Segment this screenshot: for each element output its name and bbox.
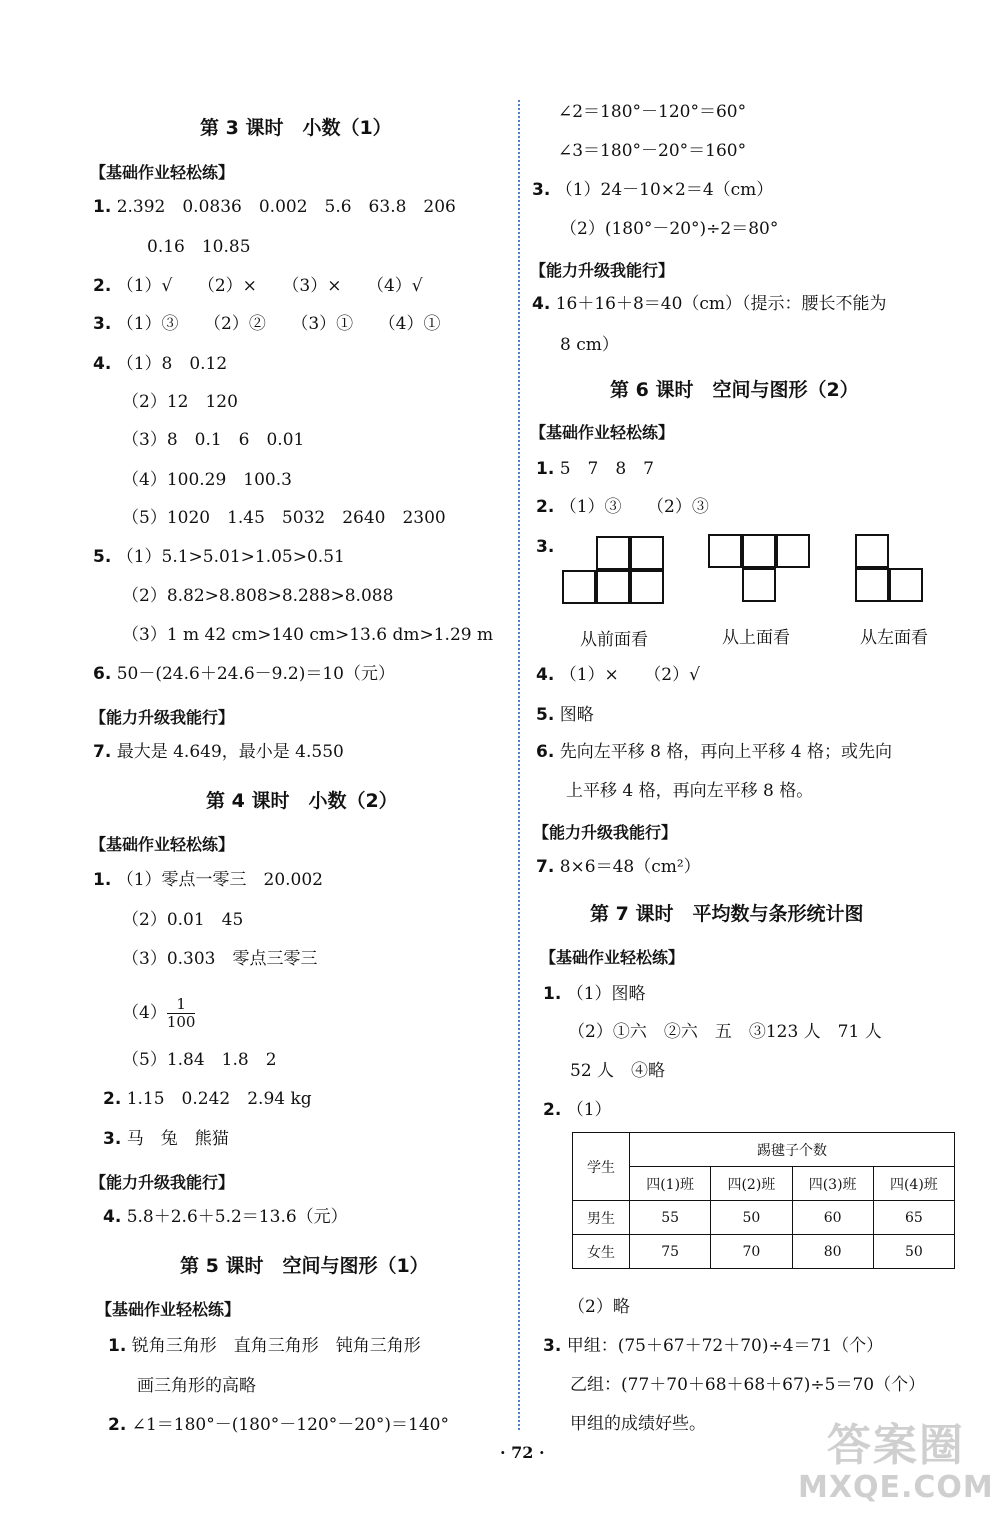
table-cell: 80 [792, 1235, 873, 1269]
q-number: 3. [532, 180, 551, 200]
answer-text: 锐角三角形 直角三角形 钝角三角形 [131, 1336, 421, 1356]
q-number: 1. [93, 197, 112, 217]
l5-q1-line2: 画三角形的高略 [137, 1376, 256, 1396]
fraction-denominator: 100 [166, 1013, 196, 1031]
heading-lesson-6: 第 6 课时 空间与图形（2） [610, 379, 859, 401]
l7-q2-line [543, 1099, 612, 1121]
r-q4-line2: 8 cm） [560, 335, 619, 355]
watermark-text: 答案圈 [826, 1420, 965, 1471]
table-col-header: 四(3)班 [792, 1167, 873, 1201]
section-advanced: 【能力升级我能行】 [90, 1173, 235, 1192]
answer-text: （1）零点一零三 20.002 [116, 870, 324, 890]
q-number: 5. [93, 547, 112, 567]
q6-line [93, 663, 395, 685]
table-row-label: 男生 [573, 1201, 630, 1235]
r-q3-line2: （2）(180°－20°)÷2＝80° [560, 219, 779, 239]
table-rowhead: 学生 [573, 1133, 630, 1201]
q-number: 6. [93, 664, 112, 684]
table-row [573, 1201, 955, 1235]
table-cell: 65 [873, 1201, 954, 1235]
heading-lesson-7: 第 7 课时 平均数与条形统计图 [590, 903, 864, 925]
q-number: 3. [543, 1336, 562, 1356]
q1-line2: 0.16 10.85 [147, 237, 251, 257]
table-cell: 50 [873, 1235, 954, 1269]
l4-q1-line5: （5）1.84 1.8 2 [122, 1050, 277, 1070]
table-col-header: 四(4)班 [873, 1167, 954, 1201]
q-number: 1. [108, 1336, 127, 1356]
q-number: 7. [536, 857, 555, 877]
q5-line3: （3）1 m 42 cm>140 cm>13.6 dm>1.29 m [122, 625, 494, 645]
l7-q2-line2: （2）略 [568, 1297, 630, 1317]
table-cell: 75 [630, 1235, 711, 1269]
l4-q1-line3: （3）0.303 零点三零三 [122, 949, 318, 969]
left-view-figure [855, 534, 927, 606]
l4-q3-line [103, 1128, 229, 1150]
l6-q7-line [536, 856, 701, 878]
q-number: 1. [93, 870, 112, 890]
q4-line5: （5）1020 1.45 5032 2640 2300 [122, 508, 446, 528]
table-row-label: 女生 [573, 1235, 630, 1269]
section-basic: 【基础作业轻松练】 [96, 1300, 241, 1319]
answer-text: 16＋16＋8＝40（cm）（提示：腰长不能为 [555, 294, 887, 314]
answer-text: （1）③ （2）② （3）① （4）① [116, 314, 441, 334]
q5-line2: （2）8.82>8.808>8.288>8.088 [122, 586, 394, 606]
q-number: 2. [93, 276, 112, 296]
q4-line2: （2）12 120 [122, 392, 238, 412]
q1-line1 [93, 196, 456, 218]
answer-text: （1）5.1>5.01>1.05>0.51 [116, 547, 345, 567]
answer-text: ∠1＝180°－(180°－120°－20°)＝140° [131, 1415, 449, 1435]
r-q4-line1 [532, 293, 887, 315]
section-basic: 【基础作业轻松练】 [90, 835, 235, 854]
table-col-header: 四(2)班 [711, 1167, 792, 1201]
l6-q5-line [536, 704, 594, 726]
l6-q6-line2: 上平移 4 格，再向左平移 8 格。 [566, 781, 814, 801]
l7-q1-line1 [543, 983, 646, 1005]
q5-line1 [93, 546, 345, 568]
l5-q1-line1 [108, 1335, 421, 1357]
q-number: 4. [103, 1207, 122, 1227]
answer-text: （4） [122, 1003, 167, 1023]
q4-line3: （3）8 0.1 6 0.01 [122, 430, 305, 450]
fraction [167, 996, 196, 1031]
q2-line [93, 275, 423, 297]
answer-text: 8×6＝48（cm²） [559, 857, 701, 877]
l7-q1-line3: 52 人 ④略 [570, 1061, 666, 1081]
heading-lesson-4: 第 4 课时 小数（2） [206, 790, 398, 812]
q-number: 3. [93, 314, 112, 334]
answer-text: （1）√ （2）× （3）× （4）√ [116, 276, 423, 296]
answer-text: 1.15 0.242 2.94 kg [126, 1089, 312, 1109]
l7-q3-line2: 乙组：(77＋70＋68＋68＋67)÷5＝70（个） [570, 1375, 926, 1395]
answer-text: （1）图略 [566, 984, 646, 1004]
answer-text: 2.392 0.0836 0.002 5.6 63.8 206 [116, 197, 456, 217]
watermark-logo [798, 1420, 994, 1504]
caption-left: 从左面看 [860, 628, 928, 648]
table-col-header: 四(1)班 [630, 1167, 711, 1201]
q-number: 6. [536, 742, 555, 762]
fraction-numerator: 1 [167, 996, 196, 1014]
table-row [573, 1235, 955, 1269]
r-angle3-line: ∠3＝180°－20°＝160° [558, 141, 747, 161]
section-basic: 【基础作业轻松练】 [540, 948, 685, 967]
q-number: 7. [93, 742, 112, 762]
answer-text: 甲组：(75＋67＋72＋70)÷4＝71（个） [566, 1336, 884, 1356]
answer-text: 马 兔 熊猫 [126, 1129, 229, 1149]
q-number: 5. [536, 705, 555, 725]
answer-text: （1）③ （2）③ [559, 497, 709, 517]
section-advanced: 【能力升级我能行】 [533, 823, 678, 842]
l6-q6-line1 [536, 741, 892, 763]
answer-text: （1）× （2）√ [559, 665, 700, 685]
answer-text: 5 7 8 7 [559, 459, 654, 479]
q7-line [93, 741, 344, 763]
section-advanced: 【能力升级我能行】 [530, 261, 675, 280]
l6-q1-line [536, 458, 654, 480]
table-cell: 60 [792, 1201, 873, 1235]
q-number: 3. [536, 537, 555, 557]
l4-q1-line4 [122, 993, 195, 1033]
page-number: · 72 · [500, 1443, 545, 1462]
l7-q1-line2: （2）①六 ②六 五 ③123 人 71 人 [568, 1022, 882, 1042]
r-angle2-line: ∠2＝180°－120°＝60° [558, 102, 747, 122]
answer-text: （1） [566, 1100, 612, 1120]
q-number: 3. [103, 1129, 122, 1149]
q-number: 4. [93, 354, 112, 374]
r-q3-line1 [532, 179, 773, 201]
l4-q1-line2: （2）0.01 45 [122, 910, 244, 930]
heading-lesson-5: 第 5 课时 空间与图形（1） [180, 1255, 429, 1277]
top-view-figure [708, 534, 816, 606]
table-cell: 55 [630, 1201, 711, 1235]
answer-text: 先向左平移 8 格，再向上平移 4 格；或先向 [559, 742, 892, 762]
answer-text: 5.8＋2.6＋5.2＝13.6（元） [126, 1207, 348, 1227]
table-title: 踢毽子个数 [630, 1133, 955, 1167]
answer-text: 最大是 4.649，最小是 4.550 [116, 742, 344, 762]
heading-lesson-3: 第 3 课时 小数（1） [200, 117, 392, 139]
l4-q4-line [103, 1206, 348, 1228]
answer-text: （1）8 0.12 [116, 354, 228, 374]
q3-line [93, 313, 440, 335]
q4-line1 [93, 353, 227, 375]
table-cell: 50 [711, 1201, 792, 1235]
q4-line4: （4）100.29 100.3 [122, 470, 292, 490]
table-cell: 70 [711, 1235, 792, 1269]
watermark-url: MXQE.COM [798, 1470, 994, 1505]
q-number: 1. [536, 459, 555, 479]
q-number: 2. [103, 1089, 122, 1109]
q-number: 4. [536, 665, 555, 685]
q-number: 2. [108, 1415, 127, 1435]
answer-text: 图略 [559, 705, 594, 725]
l4-q2-line [103, 1088, 312, 1110]
l4-q1-line1 [93, 869, 323, 891]
q-number: 1. [543, 984, 562, 1004]
caption-front: 从前面看 [580, 630, 648, 650]
table-row [573, 1167, 955, 1201]
section-basic: 【基础作业轻松练】 [530, 423, 675, 442]
l6-q4-line [536, 664, 700, 686]
q-number: 2. [543, 1100, 562, 1120]
section-basic: 【基础作业轻松练】 [90, 163, 235, 182]
section-advanced: 【能力升级我能行】 [90, 708, 235, 727]
l7-q3-line3: 甲组的成绩好些。 [570, 1414, 706, 1434]
l5-q2-line [108, 1414, 449, 1436]
front-view-figure [562, 536, 670, 608]
answer-text: （1）24－10×2＝4（cm） [555, 180, 774, 200]
l7-q3-line1 [543, 1335, 883, 1357]
q-number: 4. [532, 294, 551, 314]
l6-q2-line [536, 496, 709, 518]
column-divider [518, 100, 520, 1430]
table-row [573, 1133, 955, 1167]
q-number: 2. [536, 497, 555, 517]
kick-count-table [572, 1132, 955, 1269]
answer-text: 50－(24.6＋24.6－9.2)＝10（元） [116, 664, 395, 684]
l6-q3-number [536, 536, 554, 558]
caption-top: 从上面看 [722, 628, 790, 648]
